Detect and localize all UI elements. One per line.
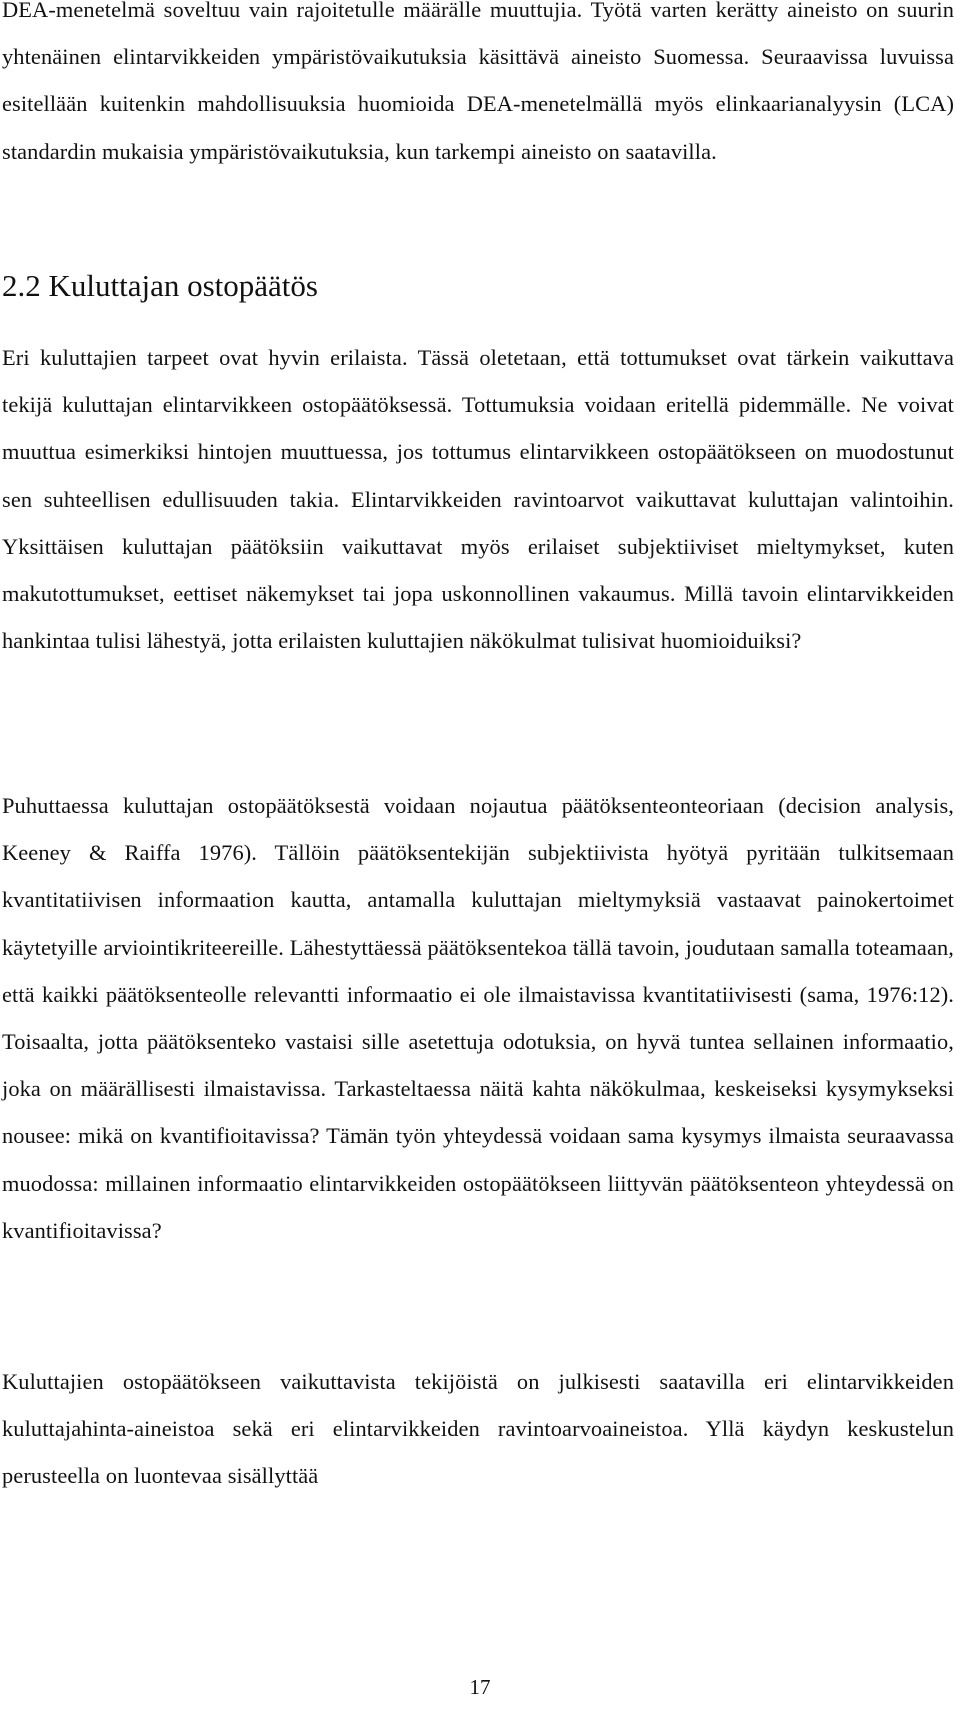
page-number: 17: [469, 1675, 491, 1699]
section-heading: 2.2 Kuluttajan ostopäätös: [2, 268, 318, 303]
consumer-data-paragraph: Kuluttajien ostopäätökseen vaikuttavista tekijöistä on julkisesti saatavilla eri elintarvikkeiden kuluttajahinta-aineistoa sekä eri elintarvikkeiden ravintoarvoaineistoa. Yllä käydyn keskustelun perusteella on luontevaa sisällyttää: [2, 1369, 954, 1489]
decision-analysis-paragraph: Puhuttaessa kuluttajan ostopäätöksestä voidaan nojautua päätöksenteonteoriaan (decision analysis, Keeney & Raiffa 1976). Tällöin päätöksentekijän subjektiivista hyötyä pyritään tulkitsemaan kvantitatiivisen informaation kautta, antamalla kuluttajan mieltymyksiä vastaavat painokertoimet käytetyille arviointikriteereille. Lähestyttäessä päätöksentekoa tällä tavoin, joudutaan samalla toteamaan, että kaikki päätöksenteolle relevantti informaatio ei ole ilmaistavissa kvantitatiivisesti (sama, 1976:12). Toisaalta, jotta päätöksenteko vastaisi sille asetettuja odotuksia, on hyvä tuntea sellainen informaatio, joka on määrällisesti ilmaistavissa. Tarkasteltaessa näitä kahta näkökulmaa, keskeiseksi kysymykseksi nousee: mikä on kvantifioitavissa? Tämän työn yhteydessä voidaan sama kysymys ilmaista seuraavassa muodossa: millainen informaatio elintarvikkeiden ostopäätökseen liittyvän päätöksenteon yhteydessä on kvantifioitavissa?: [2, 793, 954, 1243]
consumer-needs-paragraph: Eri kuluttajien tarpeet ovat hyvin erilaista. Tässä oletetaan, että tottumukset ovat tärkein vaikuttava tekijä kuluttajan elintarvikkeen ostopäätöksessä. Tottumuksia voidaan eritellä pidemmälle. Ne voivat muuttua esimerkiksi hintojen muuttuessa, jos tottumus elintarvikkeen ostopäätökseen on muodostunut sen suhteellisen edullisuuden takia. Elintarvikkeiden ravintoarvot vaikuttavat kuluttajan valintoihin. Yksittäisen kuluttajan päätöksiin vaikuttavat myös erilaiset subjektiiviset mieltymykset, kuten makutottumukset, eettiset näkemykset tai jopa uskonnollinen vakaumus. Millä tavoin elintarvikkeiden hankintaa tulisi lähestyä, jotta erilaisten kuluttajien näkökulmat tulisivat huomioiduiksi?: [2, 345, 954, 654]
intro-paragraph: DEA-menetelmä soveltuu vain rajoitetulle määrälle muuttujia. Työtä varten kerätty aineisto on suurin yhtenäinen elintarvikkeiden ympäristövaikutuksia käsittävä aineisto Suomessa. Seuraavissa luvuissa esitellään kuitenkin mahdollisuuksia huomioida DEA-menetelmällä myös elinkaarianalyysin (LCA) standardin mukaisia ympäristövaikutuksia, kun tarkempi aineisto on saatavilla.: [2, 0, 954, 164]
